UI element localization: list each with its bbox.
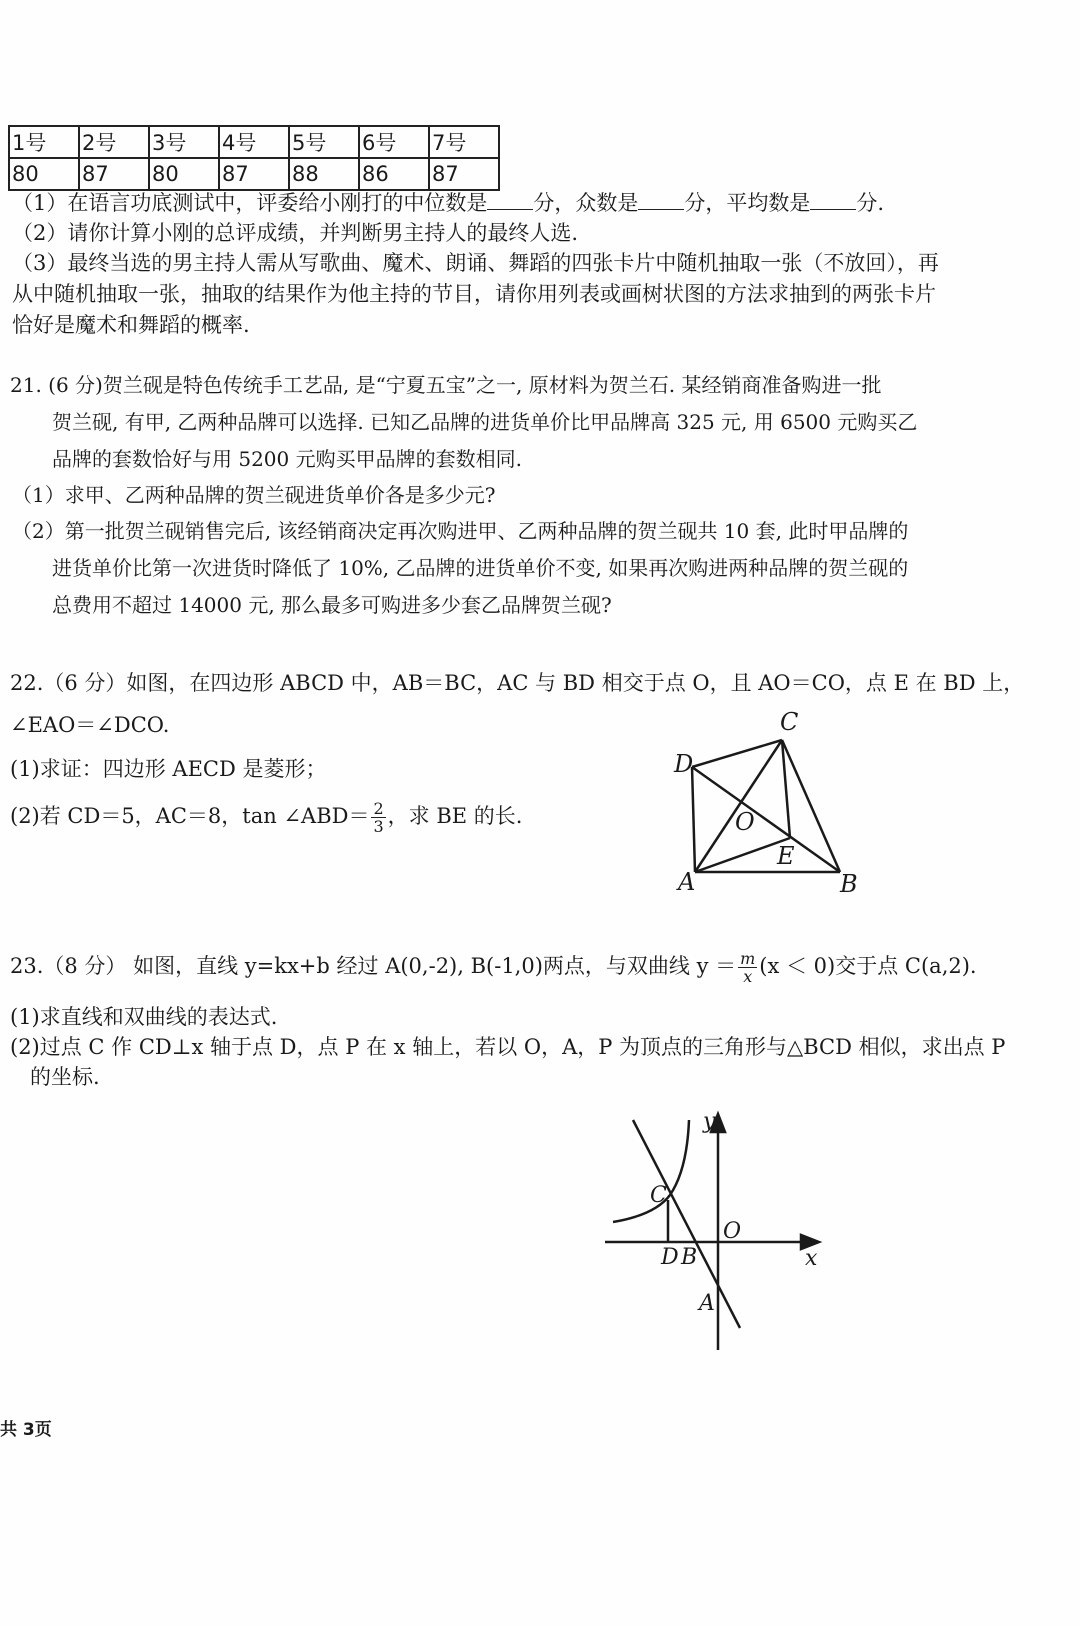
q21-line2: 贺兰砚, 有甲, 乙两种品牌可以选择. 已知乙品牌的进货单价比甲品牌高 325 元, 用 6500 元购买乙: [52, 410, 918, 434]
label-C: C: [650, 1183, 667, 1208]
q23-part2-line2: 的坐标.: [30, 1065, 100, 1089]
q20-part3-line1: （3）最终当选的男主持人需从写歌曲、魔术、朗诵、舞蹈的四张卡片中随机抽取一张（不放回），再: [12, 251, 939, 275]
label-B: B: [681, 1245, 698, 1270]
table-cell: 80: [149, 158, 219, 190]
q22-part2-text-b: ，求 BE 的长.: [387, 804, 523, 828]
table-cell: 5号: [289, 126, 359, 158]
q20-part1-text-e: 分.: [856, 191, 885, 215]
q20-part1-text-a: （1）在语言功底测试中，评委给小刚打: [12, 191, 383, 215]
label-x: x: [805, 1246, 818, 1271]
q21-line3: 品牌的套数恰好与用 5200 元购买甲品牌的套数相同.: [52, 447, 522, 471]
q22-part2: [10, 800, 522, 835]
label-C: C: [780, 708, 799, 736]
q23-line1-text-b: (x ＜ 0)交于点 C(a,2).: [759, 954, 977, 978]
table-cell: 7号: [429, 126, 499, 158]
q21-line1: 21. (6 分)贺兰砚是特色传统手工艺品, 是“宁夏五宝”之一, 原材料为贺兰石. 某经销商准备购进一批: [10, 373, 882, 397]
label-O: O: [723, 1219, 742, 1244]
table-cell: 88: [289, 158, 359, 190]
q23-part2-line1: (2)过点 C 作 CD⊥x 轴于点 D，点 P 在 x 轴上，若以 O，A，P 为顶点的三角形与△BCD 相似，求出点 P: [10, 1035, 1006, 1059]
table-cell: 80: [9, 158, 79, 190]
table-cell: 1号: [9, 126, 79, 158]
score-table: [8, 125, 500, 191]
table-cell: 2号: [79, 126, 149, 158]
q23-line1: [10, 950, 977, 985]
q22-part1: (1)求证：四边形 AECD 是菱形；: [10, 757, 327, 781]
label-O: O: [735, 808, 755, 836]
q20-part1: [12, 190, 884, 216]
q21-part2-line1: （2）第一批贺兰砚销售完后, 该经销商决定再次购进甲、乙两种品牌的贺兰砚共 10 套, 此时甲品牌的: [12, 519, 909, 543]
table-cell: 87: [219, 158, 289, 190]
q21-part2-line3: 总费用不超过 14000 元, 那么最多可购进多少套乙品牌贺兰砚?: [52, 593, 612, 617]
q20-part2: （2）请你计算小刚的总评成绩，并判断男主持人的最终人选.: [12, 221, 579, 245]
label-D: D: [661, 1245, 679, 1270]
fraction-two-thirds: [371, 800, 385, 835]
label-B: B: [840, 870, 858, 898]
q21-part2-line2: 进货单价比第一次进货时降低了 10%, 乙品牌的进货单价不变, 如果再次购进两种品牌的贺兰砚的: [52, 556, 909, 580]
quadrilateral-figure: [660, 700, 880, 905]
answer-blank: [638, 191, 684, 210]
answer-blank: [810, 191, 856, 210]
q20-part3-line2: 从中随机抽取一张，抽取的结果作为他主持的节目，请你用列表或画树状图的方法求抽到的两张卡片: [12, 282, 936, 306]
q23-line1-text-a: 23.（8 分） 如图，直线 y=kx+b 经过 A(0,-2), B(-1,0)两点，与双曲线 y ＝: [10, 954, 737, 978]
table-row: [9, 158, 499, 190]
segment-AE: [695, 838, 790, 872]
q21-part1: （1）求甲、乙两种品牌的贺兰砚进货单价各是多少元?: [12, 483, 496, 507]
segment-AD: [692, 767, 695, 872]
table-header-row: [9, 126, 499, 158]
table-cell: 3号: [149, 126, 219, 158]
fraction-numerator: 2: [373, 799, 384, 818]
table-cell: 4号: [219, 126, 289, 158]
label-E: E: [777, 842, 795, 870]
page-footer: 共 3页: [0, 1420, 52, 1440]
q20-part1-text-b: 的中位数是: [382, 191, 488, 215]
fraction-denominator: 3: [373, 817, 384, 836]
table-cell: 87: [79, 158, 149, 190]
q22-line1: 22.（6 分）如图，在四边形 ABCD 中，AB＝BC，AC 与 BD 相交于点 O，且 AO＝CO，点 E 在 BD 上，: [10, 671, 1025, 695]
fraction-denominator: x: [743, 967, 753, 986]
fraction-m-over-x: [738, 950, 757, 985]
label-D: D: [674, 750, 694, 778]
q20-part3-line3: 恰好是魔术和舞蹈的概率.: [12, 313, 250, 337]
table-cell: 6号: [359, 126, 429, 158]
label-A: A: [699, 1291, 715, 1316]
table-cell: 87: [429, 158, 499, 190]
fraction-numerator: m: [740, 949, 756, 968]
q20-part1-text-d: 分，平均数是: [684, 191, 811, 215]
segment-DC: [692, 740, 782, 767]
label-y: y: [703, 1109, 716, 1134]
q22-line2: ∠EAO＝∠DCO.: [10, 713, 170, 737]
q22-part2-text-a: (2)若 CD＝5，AC＝8，tan ∠ABD＝: [10, 804, 370, 828]
answer-blank: [487, 191, 533, 210]
q20-part1-text-c: 分，众数是: [533, 191, 639, 215]
coordinate-figure: [595, 1100, 835, 1360]
label-A: A: [678, 868, 696, 896]
q23-part1: (1)求直线和双曲线的表达式.: [10, 1005, 278, 1029]
diagonal-AC: [695, 740, 782, 872]
table-cell: 86: [359, 158, 429, 190]
